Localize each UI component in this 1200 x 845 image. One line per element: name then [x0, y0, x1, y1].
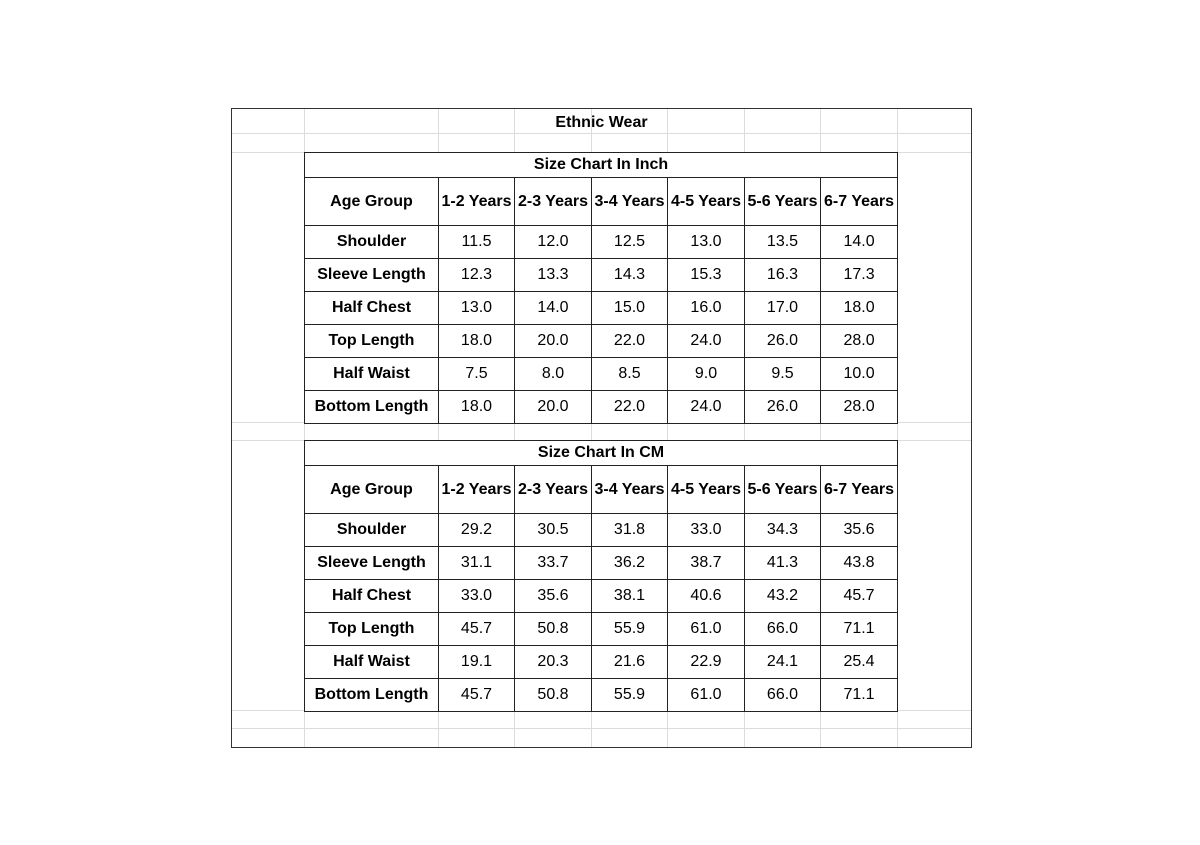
row-label: Sleeve Length	[305, 259, 439, 292]
table-cell: 15.0	[592, 292, 668, 325]
table-cell: 22.9	[668, 646, 745, 679]
table-header-row	[305, 178, 898, 226]
row-label: Half Waist	[305, 646, 439, 679]
table-row	[305, 646, 898, 679]
table-cell: 43.8	[821, 547, 898, 580]
table-cell: 16.3	[745, 259, 821, 292]
table-cell: 10.0	[821, 358, 898, 391]
row-label: Top Length	[305, 613, 439, 646]
row-label: Half Waist	[305, 358, 439, 391]
table-cell: 61.0	[668, 679, 745, 712]
table-cell: 33.0	[439, 580, 515, 613]
table-cell: 22.0	[592, 325, 668, 358]
table-cell: 24.1	[745, 646, 821, 679]
table-cell: 34.3	[745, 514, 821, 547]
table-cell: 35.6	[515, 580, 592, 613]
table-cell: 9.0	[668, 358, 745, 391]
table-cell: 38.1	[592, 580, 668, 613]
table-cell: 45.7	[439, 679, 515, 712]
table-cell: 28.0	[821, 325, 898, 358]
table-cell: 25.4	[821, 646, 898, 679]
column-header: 3-4 Years	[592, 178, 668, 226]
row-label: Half Chest	[305, 292, 439, 325]
table-cell: 17.0	[745, 292, 821, 325]
column-header: 6-7 Years	[821, 178, 898, 226]
table-cell: 18.0	[821, 292, 898, 325]
table-cell: 33.0	[668, 514, 745, 547]
grid-line	[232, 728, 971, 729]
table-cell: 35.6	[821, 514, 898, 547]
column-header: 5-6 Years	[745, 178, 821, 226]
table-row	[305, 391, 898, 424]
table-cell: 26.0	[745, 391, 821, 424]
table-cell: 50.8	[515, 679, 592, 712]
table-cell: 71.1	[821, 679, 898, 712]
table-cell: 43.2	[745, 580, 821, 613]
table-cell: 9.5	[745, 358, 821, 391]
row-label: Shoulder	[305, 226, 439, 259]
table-cell: 12.3	[439, 259, 515, 292]
table-cell: 33.7	[515, 547, 592, 580]
table-cell: 15.3	[668, 259, 745, 292]
column-header: 6-7 Years	[821, 466, 898, 514]
row-label: Top Length	[305, 325, 439, 358]
table-cell: 8.5	[592, 358, 668, 391]
sheet-title: Ethnic Wear	[555, 114, 648, 131]
table-cell: 45.7	[821, 580, 898, 613]
table-caption: Size Chart In CM	[305, 441, 898, 466]
table-cell: 14.0	[515, 292, 592, 325]
table-cell: 24.0	[668, 391, 745, 424]
table-cell: 21.6	[592, 646, 668, 679]
table-cell: 13.0	[439, 292, 515, 325]
row-label: Bottom Length	[305, 391, 439, 424]
table-cell: 28.0	[821, 391, 898, 424]
table-header-row	[305, 466, 898, 514]
table-cell: 11.5	[439, 226, 515, 259]
table-cell: 50.8	[515, 613, 592, 646]
column-header: 3-4 Years	[592, 466, 668, 514]
table-cell: 45.7	[439, 613, 515, 646]
table-cell: 22.0	[592, 391, 668, 424]
column-header: Age Group	[305, 466, 439, 514]
column-header: 5-6 Years	[745, 466, 821, 514]
table-cell: 20.3	[515, 646, 592, 679]
table-row	[305, 358, 898, 391]
column-header: 1-2 Years	[439, 466, 515, 514]
row-label: Shoulder	[305, 514, 439, 547]
table-cell: 24.0	[668, 325, 745, 358]
table-cell: 17.3	[821, 259, 898, 292]
table-cell: 66.0	[745, 613, 821, 646]
table-cell: 71.1	[821, 613, 898, 646]
row-label: Half Chest	[305, 580, 439, 613]
column-header: 4-5 Years	[668, 178, 745, 226]
table-cell: 8.0	[515, 358, 592, 391]
cm-size-table	[304, 440, 898, 712]
table-cell: 31.1	[439, 547, 515, 580]
table-cell: 36.2	[592, 547, 668, 580]
column-header: 2-3 Years	[515, 178, 592, 226]
table-cell: 61.0	[668, 613, 745, 646]
table-cell: 14.3	[592, 259, 668, 292]
table-cell: 55.9	[592, 613, 668, 646]
table-cell: 38.7	[668, 547, 745, 580]
table-row	[305, 613, 898, 646]
table-cell: 29.2	[439, 514, 515, 547]
column-header: Age Group	[305, 178, 439, 226]
row-label: Bottom Length	[305, 679, 439, 712]
column-header: 1-2 Years	[439, 178, 515, 226]
table-row	[305, 580, 898, 613]
table-cell: 55.9	[592, 679, 668, 712]
row-label: Sleeve Length	[305, 547, 439, 580]
table-cell: 13.3	[515, 259, 592, 292]
table-cell: 19.1	[439, 646, 515, 679]
table-row	[305, 679, 898, 712]
table-row	[305, 325, 898, 358]
table-row	[305, 226, 898, 259]
table-row	[305, 259, 898, 292]
table-cell: 16.0	[668, 292, 745, 325]
table-row	[305, 547, 898, 580]
spreadsheet-frame	[231, 108, 972, 748]
table-cell: 13.5	[745, 226, 821, 259]
table-cell: 12.0	[515, 226, 592, 259]
table-row	[305, 292, 898, 325]
table-cell: 30.5	[515, 514, 592, 547]
table-row	[305, 514, 898, 547]
table-cell: 20.0	[515, 325, 592, 358]
table-cell: 26.0	[745, 325, 821, 358]
table-cell: 18.0	[439, 391, 515, 424]
table-cell: 41.3	[745, 547, 821, 580]
column-header: 4-5 Years	[668, 466, 745, 514]
column-header: 2-3 Years	[515, 466, 592, 514]
table-cell: 20.0	[515, 391, 592, 424]
table-cell: 40.6	[668, 580, 745, 613]
table-cell: 31.8	[592, 514, 668, 547]
inch-size-table	[304, 152, 898, 424]
table-cell: 13.0	[668, 226, 745, 259]
table-cell: 7.5	[439, 358, 515, 391]
table-cell: 14.0	[821, 226, 898, 259]
table-cell: 66.0	[745, 679, 821, 712]
table-cell: 12.5	[592, 226, 668, 259]
table-caption: Size Chart In Inch	[305, 153, 898, 178]
table-cell: 18.0	[439, 325, 515, 358]
